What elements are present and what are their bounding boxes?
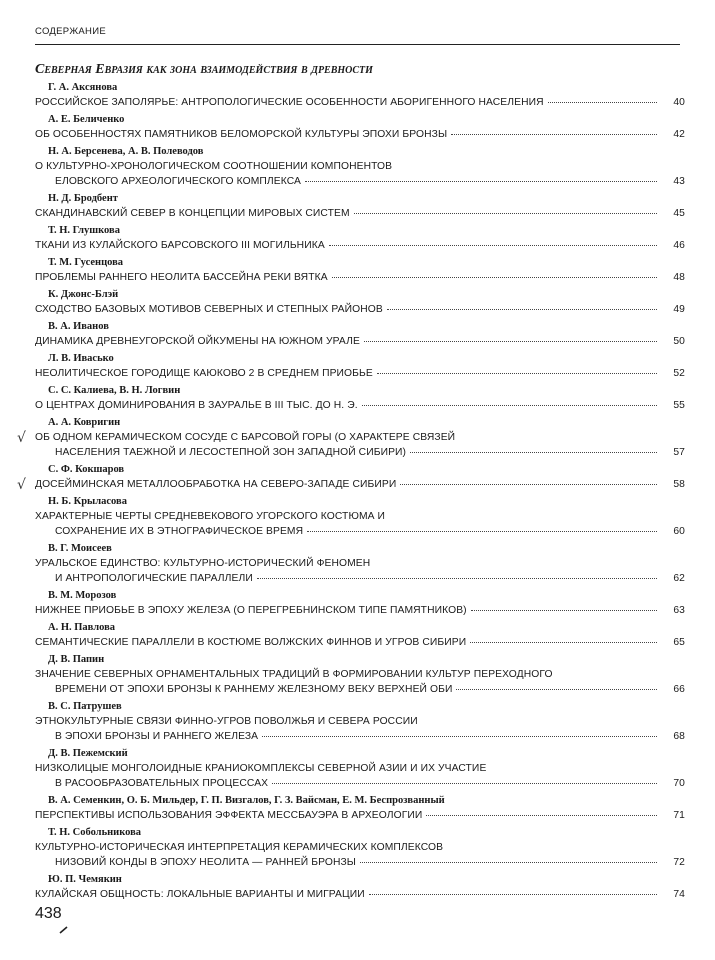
entry-title-text: ЕЛОВСКОГО АРХЕОЛОГИЧЕСКОГО КОМПЛЕКСА (55, 176, 301, 187)
toc-entry[interactable] (35, 113, 685, 142)
dot-leader (400, 483, 657, 485)
entry-title-text: И АНТРОПОЛОГИЧЕСКИЕ ПАРАЛЛЕЛИ (55, 573, 253, 584)
entry-title-last-line (35, 270, 685, 285)
entry-page-number: 65 (673, 637, 685, 648)
entry-authors: В. С. Патрушев (48, 701, 122, 712)
dot-leader (354, 212, 657, 214)
toc-entry[interactable] (35, 384, 685, 413)
entry-page-number: 60 (673, 526, 685, 537)
entry-title-last-line (35, 95, 685, 110)
entry-page-number: 74 (673, 889, 685, 900)
entry-authors: Т. М. Гусенцова (48, 257, 124, 268)
dot-leader (387, 308, 657, 310)
toc-entry[interactable] (35, 288, 685, 317)
toc-entry[interactable] (35, 794, 685, 823)
entry-authors: В. М. Морозов (48, 590, 117, 601)
entry-title-text: ДИНАМИКА ДРЕВНЕУГОРСКОЙ ОЙКУМЕНЫ НА ЮЖНОМ УРАЛЕ (35, 336, 360, 347)
entry-title-last-line (35, 206, 685, 221)
entry-title-line: ЭТНОКУЛЬТУРНЫЕ СВЯЗИ ФИННО-УГРОВ ПОВОЛЖЬЯ И СЕВЕРА РОССИИ (35, 716, 418, 727)
toc-entry[interactable] (17, 463, 685, 493)
entry-authors: Г. А. Аксянова (48, 82, 118, 93)
entry-authors: Т. Н. Собольникова (48, 827, 142, 838)
entry-page-number: 40 (673, 97, 685, 108)
check-mark-icon: √ (17, 477, 26, 493)
entry-authors: Ю. П. Чемякин (48, 874, 122, 885)
entry-page-number: 55 (673, 400, 685, 411)
dot-leader (369, 893, 657, 895)
entry-authors: В. А. Семенкин, О. Б. Мильдер, Г. П. Визгалов, Г. З. Вайсман, Е. М. Беспрозванный (48, 795, 445, 806)
dot-leader (470, 641, 657, 643)
toc-entry[interactable] (35, 542, 685, 586)
entry-authors: В. А. Иванов (48, 321, 109, 332)
entry-title-text: СКАНДИНАВСКИЙ СЕВЕР В КОНЦЕПЦИИ МИРОВЫХ СИСТЕМ (35, 208, 350, 219)
entry-title-text: КУЛАЙСКАЯ ОБЩНОСТЬ: ЛОКАЛЬНЫЕ ВАРИАНТЫ И МИГРАЦИИ (35, 889, 365, 900)
entry-authors: Н. Б. Крыласова (48, 496, 127, 507)
dot-leader (332, 276, 657, 278)
entry-authors: Л. В. Ивасько (48, 353, 114, 364)
dot-leader (456, 688, 657, 690)
entry-page-number: 70 (673, 778, 685, 789)
toc-entry[interactable] (35, 352, 685, 381)
entry-authors: С. С. Калиева, В. Н. Логвин (48, 385, 181, 396)
section-title: Северная Евразия как зона взаимодействия в древности (35, 62, 373, 77)
entry-title-last-line (35, 776, 685, 791)
entry-title-text: В ЭПОХИ БРОНЗЫ И РАННЕГО ЖЕЛЕЗА (55, 731, 259, 742)
entry-title-text: СХОДСТВО БАЗОВЫХ МОТИВОВ СЕВЕРНЫХ И СТЕПНЫХ РАЙОНОВ (35, 304, 383, 315)
entry-title-line: ЗНАЧЕНИЕ СЕВЕРНЫХ ОРНАМЕНТАЛЬНЫХ ТРАДИЦИЙ В ФОРМИРОВАНИИ КУЛЬТУР ПЕРЕХОДНОГО (35, 669, 553, 680)
toc-entry[interactable] (35, 621, 685, 650)
entry-title-last-line (35, 729, 685, 744)
toc-entry[interactable] (35, 747, 685, 791)
entry-page-number: 50 (673, 336, 685, 347)
entry-authors: В. Г. Моисеев (48, 543, 112, 554)
toc-entry[interactable] (35, 495, 685, 539)
entry-title-line: КУЛЬТУРНО-ИСТОРИЧЕСКАЯ ИНТЕРПРЕТАЦИЯ КЕРАМИЧЕСКИХ КОМПЛЕКСОВ (35, 842, 444, 853)
entry-page-number: 63 (673, 605, 685, 616)
entry-title-text: ДОСЕЙМИНСКАЯ МЕТАЛЛООБРАБОТКА НА СЕВЕРО-ЗАПАДЕ СИБИРИ (35, 479, 397, 490)
entry-title-last-line (35, 524, 685, 539)
dot-leader (262, 735, 657, 737)
entry-page-number: 66 (673, 684, 685, 695)
entry-title-text: РОССИЙСКОЕ ЗАПОЛЯРЬЕ: АНТРОПОЛОГИЧЕСКИЕ ОСОБЕННОСТИ АБОРИГЕННОГО НАСЕЛЕНИЯ (35, 97, 544, 108)
entry-page-number: 58 (673, 479, 685, 490)
dot-leader (426, 814, 657, 816)
entry-title-last-line (35, 808, 685, 823)
toc-entry[interactable] (35, 826, 685, 870)
pen-mark-icon (58, 925, 70, 935)
entry-page-number: 43 (673, 176, 685, 187)
toc-entry[interactable] (35, 700, 685, 744)
entry-title-last-line (35, 366, 685, 381)
entry-title-last-line (35, 127, 685, 142)
entry-title-last-line (35, 682, 685, 697)
dot-leader (377, 372, 657, 374)
toc-entry[interactable] (35, 256, 685, 285)
entry-title-last-line (35, 174, 685, 189)
entry-title-line: УРАЛЬСКОЕ ЕДИНСТВО: КУЛЬТУРНО-ИСТОРИЧЕСКИЙ ФЕНОМЕН (35, 558, 371, 569)
entry-title-last-line (35, 887, 685, 902)
entry-authors: Н. Д. Бродбент (48, 193, 118, 204)
entry-page-number: 57 (673, 447, 685, 458)
toc-entry[interactable] (35, 653, 685, 697)
toc-entry[interactable] (35, 873, 685, 902)
entry-page-number: 52 (673, 368, 685, 379)
toc-entry[interactable] (35, 192, 685, 221)
entry-page-number: 48 (673, 272, 685, 283)
dot-leader (451, 133, 657, 135)
entry-title-text: НИЖНЕЕ ПРИОБЬЕ В ЭПОХУ ЖЕЛЕЗА (О ПЕРЕГРЕБНИНСКОМ ТИПЕ ПАМЯТНИКОВ) (35, 605, 467, 616)
entry-title-last-line (35, 398, 685, 413)
entry-title-text: ПРОБЛЕМЫ РАННЕГО НЕОЛИТА БАССЕЙНА РЕКИ ВЯТКА (35, 272, 328, 283)
entry-title-last-line (35, 855, 685, 870)
running-header: СОДЕРЖАНИЕ (35, 26, 106, 37)
entry-title-text: СОХРАНЕНИЕ ИХ В ЭТНОГРАФИЧЕСКОЕ ВРЕМЯ (55, 526, 304, 537)
entry-authors: А. Е. Беличенко (48, 114, 125, 125)
dot-leader (410, 451, 657, 453)
entry-page-number: 42 (673, 129, 685, 140)
entry-authors: К. Джонс-Блэй (48, 289, 119, 300)
entry-title-line: ХАРАКТЕРНЫЕ ЧЕРТЫ СРЕДНЕВЕКОВОГО УГОРСКОГО КОСТЮМА И (35, 511, 386, 522)
entry-page-number: 45 (673, 208, 685, 219)
entry-title-last-line (35, 302, 685, 317)
entry-authors: Д. В. Пежемский (48, 748, 128, 759)
toc-entry[interactable] (35, 145, 685, 189)
toc-entry[interactable] (17, 416, 685, 460)
entry-title-text: СЕМАНТИЧЕСКИЕ ПАРАЛЛЕЛИ В КОСТЮМЕ ВОЛЖСКИХ ФИННОВ И УГРОВ СИБИРИ (35, 637, 467, 648)
entry-title-text: В РАСООБРАЗОВАТЕЛЬНЫХ ПРОЦЕССАХ (55, 778, 269, 789)
entry-title-last-line (35, 477, 685, 492)
dot-leader (307, 530, 657, 532)
entry-title-text: О ЦЕНТРАХ ДОМИНИРОВАНИЯ В ЗАУРАЛЬЕ В III ТЫС. ДО Н. Э. (35, 400, 358, 411)
page-number: 438 (35, 905, 62, 922)
entry-title-last-line (35, 445, 685, 460)
entry-authors: Н. А. Берсенева, А. В. Полеводов (48, 146, 204, 157)
entry-authors: А. А. Ковригин (48, 417, 121, 428)
dot-leader (257, 577, 657, 579)
entry-title-line: О КУЛЬТУРНО-ХРОНОЛОГИЧЕСКОМ СООТНОШЕНИИ КОМПОНЕНТОВ (35, 161, 393, 172)
entry-page-number: 46 (673, 240, 685, 251)
entry-page-number: 72 (673, 857, 685, 868)
dot-leader (471, 609, 657, 611)
entry-title-last-line (35, 635, 685, 650)
entry-authors: С. Ф. Кокшаров (48, 464, 125, 475)
entry-title-line: НИЗКОЛИЦЫЕ МОНГОЛОИДНЫЕ КРАНИОКОМПЛЕКСЫ СЕВЕРНОЙ АЗИИ И ИХ УЧАСТИЕ (35, 763, 487, 774)
dot-leader (362, 404, 657, 406)
entry-title-text: НЕОЛИТИЧЕСКОЕ ГОРОДИЩЕ КАЮКОВО 2 В СРЕДНЕМ ПРИОБЬЕ (35, 368, 373, 379)
entry-page-number: 71 (673, 810, 685, 821)
dot-leader (548, 101, 657, 103)
entry-title-line: ОБ ОДНОМ КЕРАМИЧЕСКОМ СОСУДЕ С БАРСОВОЙ ГОРЫ (О ХАРАКТЕРЕ СВЯЗЕЙ (35, 432, 456, 443)
entry-title-last-line (35, 238, 685, 253)
entry-authors: Т. Н. Глушкова (48, 225, 120, 236)
dot-leader (364, 340, 657, 342)
entry-title-text: НАСЕЛЕНИЯ ТАЕЖНОЙ И ЛЕСОСТЕПНОЙ ЗОН ЗАПАДНОЙ СИБИРИ) (55, 447, 407, 458)
entry-title-text: НИЗОВИЙ КОНДЫ В ЭПОХУ НЕОЛИТА — РАННЕЙ БРОНЗЫ (55, 857, 357, 868)
dot-leader (329, 244, 657, 246)
entry-authors: Д. В. Папин (48, 654, 105, 665)
entry-page-number: 62 (673, 573, 685, 584)
toc-entry[interactable] (35, 320, 685, 349)
dot-leader (360, 861, 657, 863)
dot-leader (272, 782, 657, 784)
check-mark-icon: √ (17, 430, 26, 446)
entry-title-last-line (35, 603, 685, 618)
entry-page-number: 68 (673, 731, 685, 742)
toc-entry[interactable] (35, 81, 685, 110)
toc-entry[interactable] (35, 224, 685, 253)
entry-title-text: ПЕРСПЕКТИВЫ ИСПОЛЬЗОВАНИЯ ЭФФЕКТА МЕССБАУЭРА В АРХЕОЛОГИИ (35, 810, 423, 821)
entry-title-last-line (35, 571, 685, 586)
header-rule (35, 44, 680, 45)
toc-entry[interactable] (35, 589, 685, 618)
entry-title-text: ОБ ОСОБЕННОСТЯХ ПАМЯТНИКОВ БЕЛОМОРСКОЙ КУЛЬТУРЫ ЭПОХИ БРОНЗЫ (35, 129, 448, 140)
entry-title-text: ВРЕМЕНИ ОТ ЭПОХИ БРОНЗЫ К РАННЕМУ ЖЕЛЕЗНОМУ ВЕКУ ВЕРХНЕЙ ОБИ (55, 684, 453, 695)
dot-leader (305, 180, 657, 182)
entry-title-text: ТКАНИ ИЗ КУЛАЙСКОГО БАРСОВСКОГО III МОГИЛЬНИКА (35, 240, 325, 251)
entry-page-number: 49 (673, 304, 685, 315)
entry-authors: А. Н. Павлова (48, 622, 115, 633)
table-of-contents (17, 81, 685, 905)
entry-title-last-line (35, 334, 685, 349)
